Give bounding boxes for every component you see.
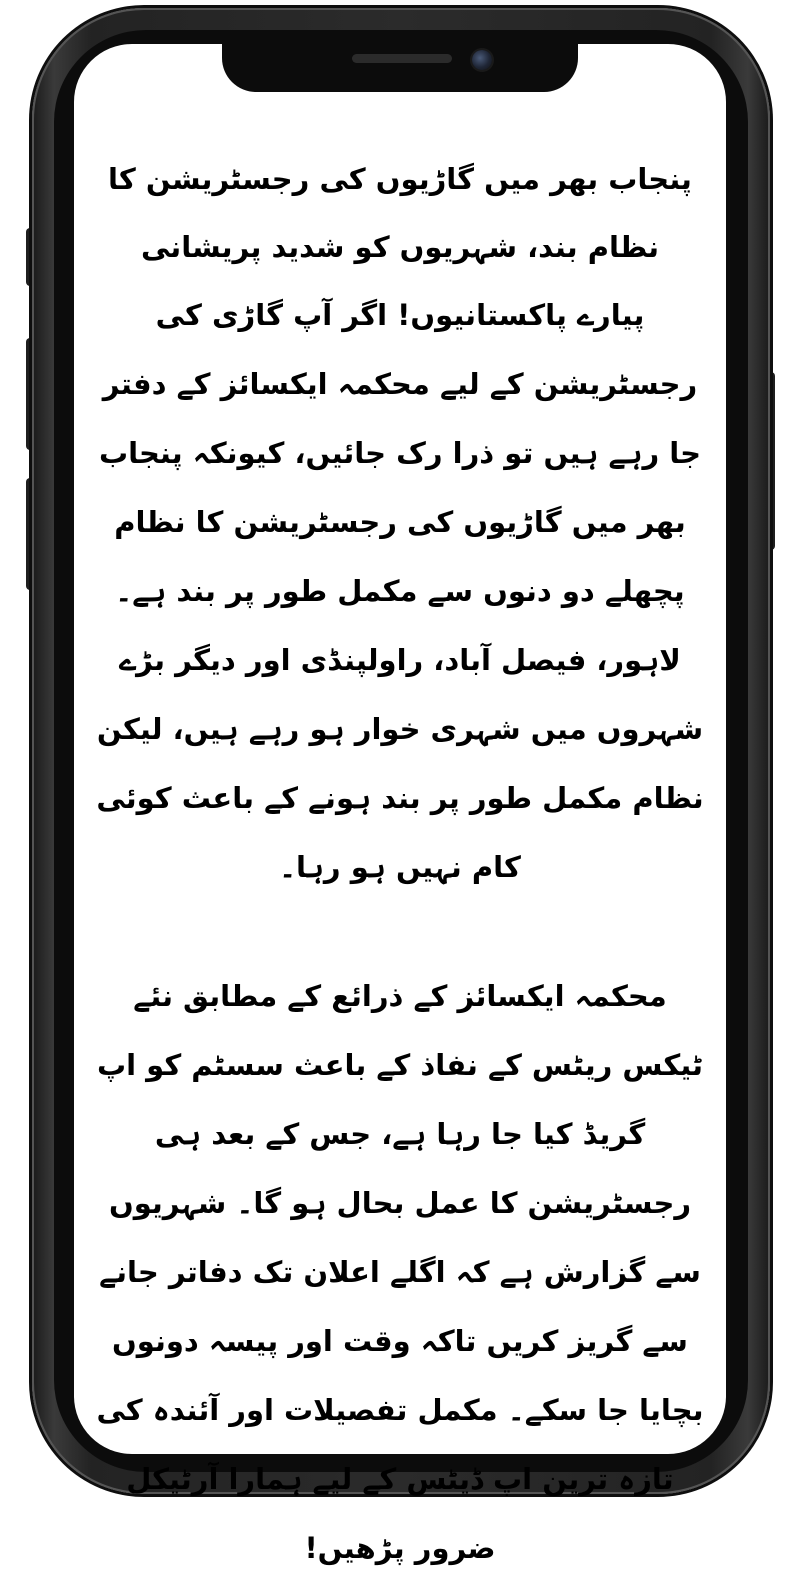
paragraph-spacer bbox=[90, 902, 710, 962]
article-body bbox=[90, 145, 710, 1583]
front-camera-icon bbox=[472, 50, 492, 70]
speaker-grille bbox=[352, 54, 452, 63]
article-title: پنجاب بھر میں گاڑیوں کی رجسٹریشن کا نظام بند، شہریوں کو شدید پریشانی bbox=[108, 162, 692, 264]
phone-notch bbox=[222, 44, 578, 92]
article-paragraph-1: پیارے پاکستانیوں! اگر آپ گاڑی کی رجسٹریشن کے لیے محکمہ ایکسائز کے دفتر جا رہے ہیں تو ذرا رک جائیں، کیونکہ پنجاب بھر میں گاڑیوں کی رجسٹریشن کا نظام پچھلے دو دنوں سے مکمل طور پر بند ہے۔ لاہور، فیصل آباد، راولپنڈی اور دیگر بڑے شہروں میں شہری خوار ہو رہے ہیں، لیکن نظام مکمل طور پر بند ہونے کے باعث کوئی کام نہیں ہو رہا۔ bbox=[96, 298, 704, 884]
article-paragraph-2: محکمہ ایکسائز کے ذرائع کے مطابق نئے ٹیکس ریٹس کے نفاذ کے باعث سسٹم کو اپ گریڈ کیا جا رہا ہے، جس کے بعد ہی رجسٹریشن کا عمل بحال ہو گا۔ شہریوں سے گزارش ہے کہ اگلے اعلان تک دفاتر جانے سے گریز کریں تاکہ وقت اور پیسہ دونوں بچایا جا سکے۔ مکمل تفصیلات اور آئندہ کی تازہ ترین اپ ڈیٹس کے لیے ہمارا آرٹیکل ضرور پڑھیں! bbox=[96, 979, 704, 1565]
